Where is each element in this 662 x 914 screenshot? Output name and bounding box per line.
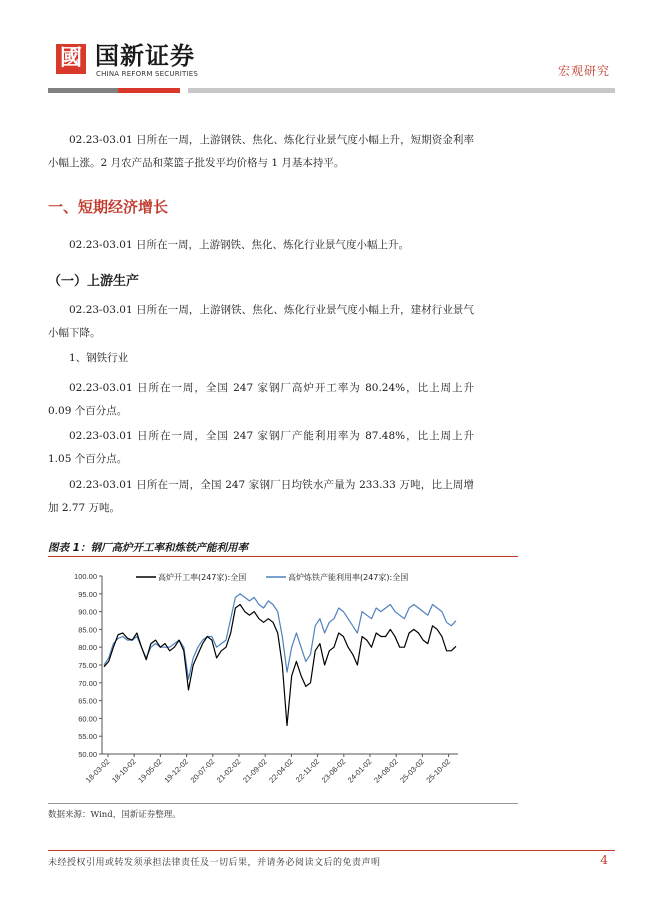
footer-rule xyxy=(48,850,615,851)
figure-title: 图表 1：钢厂高炉开工率和炼铁产能利用率 xyxy=(48,542,248,554)
x-tick-label: 23-06-02 xyxy=(319,757,348,785)
y-tick-label: 90.00 xyxy=(78,607,97,617)
page-number: 4 xyxy=(600,853,608,867)
figure-source: 数据来源：Wind，国新证券整理。 xyxy=(48,810,181,820)
section-summary: 02.23-03.01 日所在一周，上游钢铁、焦化、炼化行业景气度小幅上升。 xyxy=(69,239,410,251)
x-tick-label: 18-10-02 xyxy=(110,757,138,785)
header-divider-red xyxy=(118,88,180,93)
x-tick-label: 21-09-02 xyxy=(241,757,269,785)
header-divider-light xyxy=(188,88,615,93)
y-tick-label: 100.00 xyxy=(74,572,97,581)
y-tick-label: 55.00 xyxy=(78,732,97,742)
paragraph-hot-metal: 02.23-03.01 日所在一周，全国 247 家钢厂日均铁水产量为 233.33 万吨，比上周增加 2.77 万吨。 xyxy=(48,479,474,514)
x-tick-label: 25-03-02 xyxy=(398,757,426,785)
y-tick-label: 75.00 xyxy=(78,661,97,670)
logo-subtitle: CHINA REFORM SECURITIES xyxy=(96,70,199,78)
x-tick-label: 25-10-02 xyxy=(424,757,453,785)
paragraph-capacity: 02.23-03.01 日所在一周，全国 247 家钢厂产能利用率为 87.48%，比上周上升 1.05 个百分点。 xyxy=(48,430,474,465)
legend-label-1: 高炉炼铁产能利用率(247家):全国 xyxy=(288,573,409,582)
paragraph-blast-furnace: 02.23-03.01 日所在一周，全国 247 家钢厂高炉开工率为 80.24%，比上周上升 0.09 个百分点。 xyxy=(48,382,474,417)
item-heading: 1、钢铁行业 xyxy=(69,352,129,364)
header-divider-dark xyxy=(48,88,118,93)
x-tick-label: 19-12-02 xyxy=(162,757,191,785)
page-header xyxy=(0,0,662,100)
x-tick-label: 19-05-02 xyxy=(136,757,164,785)
y-tick-label: 70.00 xyxy=(78,678,97,688)
figure-title-rule xyxy=(48,556,518,557)
chart-legend xyxy=(136,572,408,582)
x-tick-label: 24-08-02 xyxy=(372,757,400,785)
logo-icon: 國 xyxy=(56,44,86,74)
x-tick-label: 22-04-02 xyxy=(267,757,295,785)
figure-bottom-rule xyxy=(48,803,518,804)
y-tick-label: 85.00 xyxy=(78,625,97,635)
line-chart xyxy=(48,558,518,803)
x-tick-label: 22-11-02 xyxy=(293,757,322,785)
legend-label-0: 高炉开工率(247家):全国 xyxy=(158,573,247,582)
x-tick-label: 21-02-02 xyxy=(214,757,243,785)
subsection-heading: （一）上游生产 xyxy=(48,274,140,289)
subsection-summary: 02.23-03.01 日所在一周，上游钢铁、焦化、炼化行业景气度小幅上升，建材行业景气小幅下降。 xyxy=(48,304,474,339)
x-tick-label: 18-03-02 xyxy=(83,757,112,785)
y-tick-label: 95.00 xyxy=(78,589,97,599)
x-tick-label: 24-01-02 xyxy=(345,757,374,785)
report-section-label: 宏观研究 xyxy=(557,64,610,78)
chart-series xyxy=(104,594,456,726)
footer-disclaimer: 未经授权引用或转发须承担法律责任及一切后果，并请务必阅读文后的免责声明 xyxy=(48,858,381,868)
series-line-1 xyxy=(104,594,456,679)
y-tick-label: 50.00 xyxy=(78,750,97,759)
y-axis xyxy=(74,572,102,759)
y-tick-label: 60.00 xyxy=(78,714,97,724)
intro-paragraph: 02.23-03.01 日所在一周，上游钢铁、焦化、炼化行业景气度小幅上升，短期资金利率小幅上涨。2 月农产品和菜篮子批发平均价格与 1 月基本持平。 xyxy=(48,134,474,169)
logo-name: 国新证券 xyxy=(95,42,195,70)
x-axis xyxy=(84,754,458,785)
x-tick-label: 20-07-02 xyxy=(188,757,217,785)
section-heading: 一、短期经济增长 xyxy=(48,198,169,216)
y-tick-label: 65.00 xyxy=(78,696,97,706)
y-tick-label: 80.00 xyxy=(78,643,97,653)
